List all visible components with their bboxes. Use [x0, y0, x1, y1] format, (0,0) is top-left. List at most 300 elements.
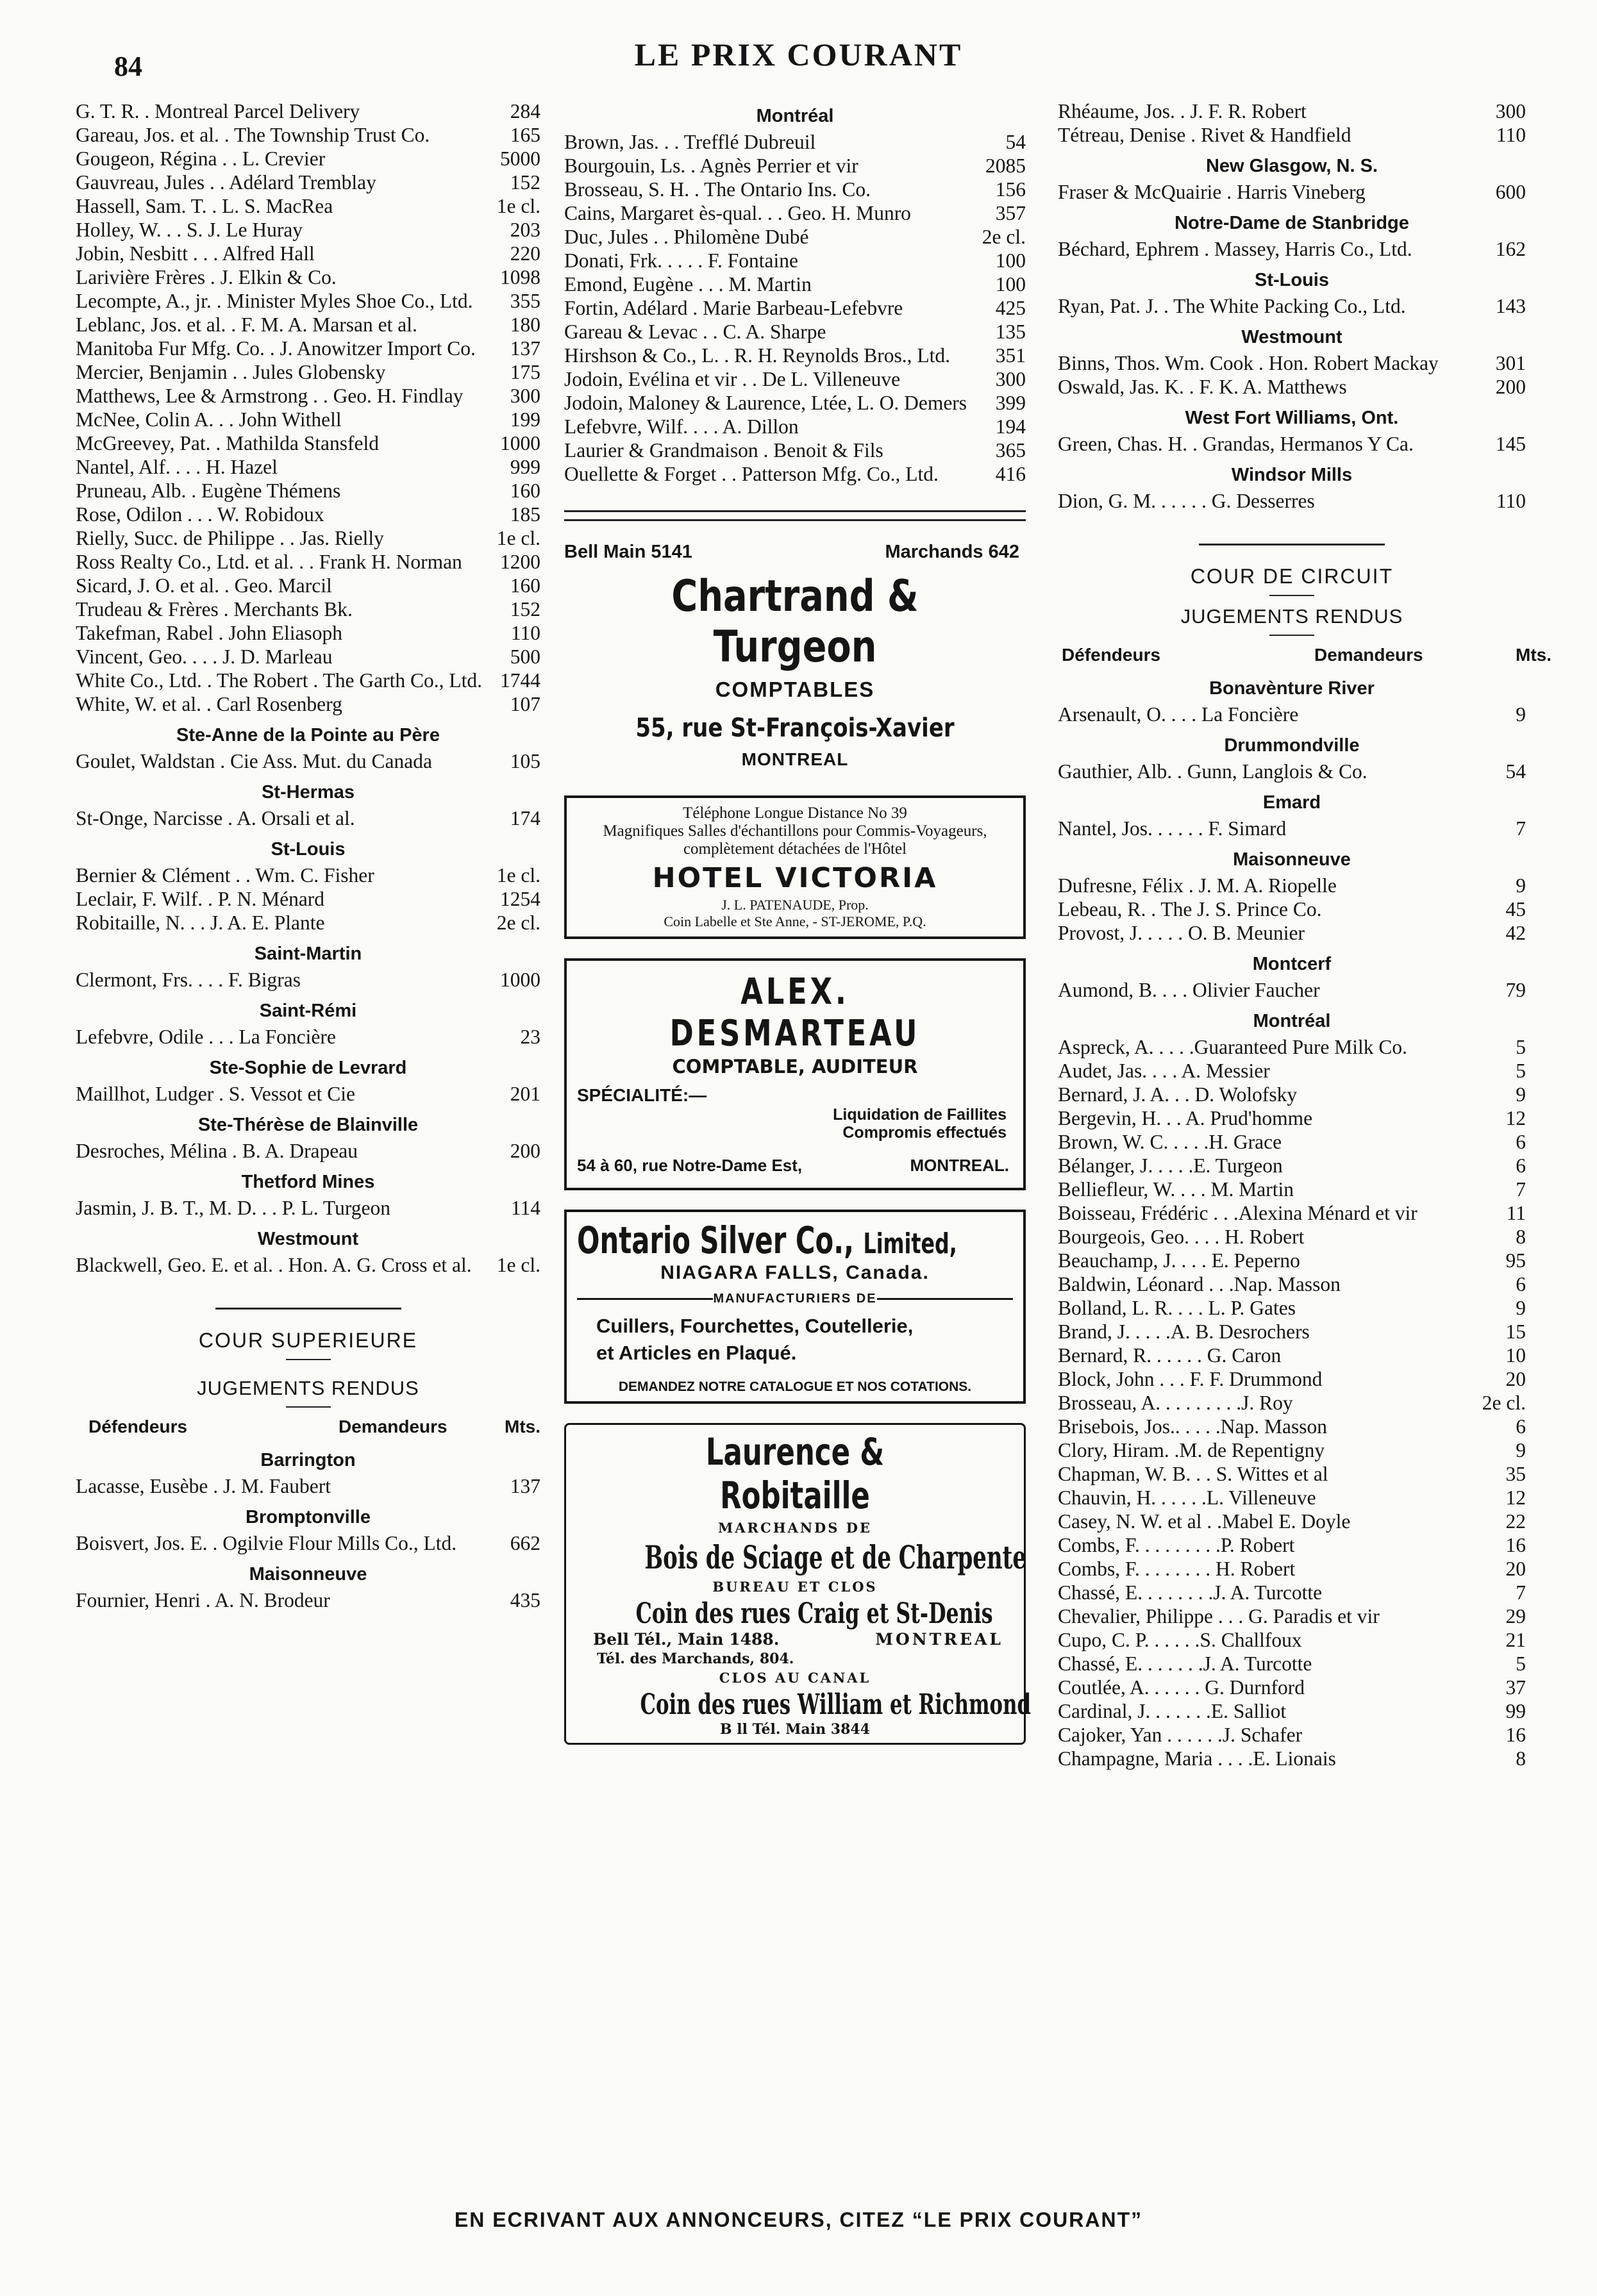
firm-name: Chartrand & Turgeon [671, 571, 919, 672]
entry-parties: Combs, F. . . . . . . . H. Robert [1058, 1558, 1296, 1580]
entry-parties: Hirshson & Co., L. . R. H. Reynolds Bros., Ltd. [564, 344, 951, 367]
entry-amount: 54 [1505, 760, 1526, 783]
entry-parties: Pruneau, Alb. . Eugène Thémens [76, 479, 341, 502]
list-item [1058, 1296, 1526, 1320]
list-item [1058, 1533, 1526, 1557]
entry-amount: 110 [1496, 490, 1526, 512]
list-item [76, 621, 540, 645]
page-number: 84 [114, 51, 142, 82]
entry-amount: 9 [1516, 703, 1526, 726]
entry-amount: 284 [510, 100, 540, 122]
list-item [76, 431, 540, 455]
list-item [1058, 1391, 1526, 1415]
list-item [1058, 1723, 1526, 1747]
entry-amount: 12 [1505, 1486, 1526, 1509]
entry-amount: 145 [1495, 433, 1526, 455]
entry-amount: 365 [995, 439, 1026, 462]
entry-parties: White Co., Ltd. . The Robert . The Garth Co., Ltd. [76, 669, 482, 692]
entry-amount: 600 [1495, 181, 1526, 203]
list-item [1058, 489, 1526, 513]
entry-amount: 301 [1495, 352, 1526, 374]
column-middle [564, 99, 1032, 1745]
entry-amount: 200 [510, 1140, 540, 1162]
list-item [76, 749, 540, 773]
entry-parties: Brown, Jas. . . Trefflé Dubreuil [564, 131, 816, 153]
hotel-name: HOTEL VICTORIA [652, 862, 938, 894]
locality-heading: Maisonneuve [1233, 849, 1351, 870]
list-item [76, 806, 540, 830]
phone-number: Bell Tél., Main 1488. [593, 1630, 780, 1649]
entry-amount: 143 [1495, 295, 1526, 317]
entry-parties: Bolland, L. R. . . . L. P. Gates [1058, 1297, 1296, 1319]
header-defendants: Défendeurs [1062, 645, 1161, 665]
entry-parties: Tétreau, Denise . Rivet & Handfield [1058, 124, 1351, 146]
list-item [564, 201, 1026, 225]
list-item [76, 550, 540, 574]
ad-line: Téléphone Longue Distance No 39 [683, 804, 907, 822]
entry-parties: Lacasse, Eusèbe . J. M. Faubert [76, 1475, 331, 1497]
entry-parties: Jobin, Nesbitt . . . Alfred Hall [76, 242, 315, 265]
entry-amount: 79 [1505, 979, 1526, 1001]
entry-amount: 300 [995, 368, 1026, 390]
entry-amount: 37 [1505, 1676, 1526, 1699]
entry-amount: 160 [510, 479, 540, 502]
entry-amount: 1254 [500, 888, 540, 910]
list-item [76, 1139, 540, 1163]
locality-sections [1058, 677, 1526, 1770]
entry-amount: 114 [510, 1197, 540, 1219]
entry-amount: 105 [510, 750, 540, 772]
list-item [1058, 1367, 1526, 1391]
list-item [76, 692, 540, 716]
office-label: BUREAU ET CLOS [712, 1579, 878, 1595]
list-item [1058, 817, 1526, 840]
list-item [1058, 703, 1526, 726]
list-item [1058, 1415, 1526, 1438]
entry-amount: 1098 [500, 266, 540, 288]
list-item [564, 249, 1026, 272]
product-line: et Articles en Plaqué. [596, 1342, 797, 1364]
products: Bois de Sciage et de Charpente [644, 1538, 1027, 1576]
entry-amount: 300 [510, 385, 540, 407]
list-item [1058, 1652, 1526, 1676]
list-item [1058, 294, 1526, 318]
list-item [76, 1082, 540, 1106]
locality-heading: Saint-Martin [254, 944, 362, 964]
entry-amount: 29 [1505, 1605, 1526, 1627]
list-item [76, 455, 540, 479]
entry-amount: 135 [995, 320, 1026, 343]
header-amount: Mts. [505, 1417, 540, 1436]
entry-parties: Bernier & Clément . . Wm. C. Fisher [76, 864, 374, 886]
entry-parties: Duc, Jules . . Philomène Dubé [564, 226, 809, 248]
entry-parties: Oswald, Jas. K. . F. K. A. Matthews [1058, 376, 1347, 398]
entry-parties: Clory, Hiram. .M. de Repentigny [1058, 1439, 1325, 1461]
locality-heading: Saint-Rémi [259, 1001, 357, 1021]
entry-parties: Takefman, Rabel . John Eliasoph [76, 622, 342, 644]
entry-amount: 11 [1506, 1202, 1526, 1224]
list-item [1058, 1059, 1526, 1083]
list-item [1058, 1557, 1526, 1581]
list-item [564, 225, 1026, 249]
list-item [76, 337, 540, 360]
list-item [76, 1253, 540, 1277]
company-name: Ontario Silver Co., [577, 1219, 854, 1262]
entry-amount: 12 [1505, 1107, 1526, 1129]
entry-parties: Vincent, Geo. . . . J. D. Marleau [76, 645, 333, 668]
entry-parties: Leclair, F. Wilf. . P. N. Ménard [76, 888, 325, 910]
entry-parties: Gareau, Jos. et al. . The Township Trust Co. [76, 124, 430, 146]
entry-parties: Ryan, Pat. J. . The White Packing Co., Ltd. [1058, 295, 1406, 317]
list-item [1058, 1083, 1526, 1106]
entry-amount: 8 [1516, 1747, 1526, 1770]
firm-name: ALEX. DESMARTEAU [669, 971, 921, 1054]
locality-heading: Westmount [257, 1229, 359, 1249]
judgments-heading: JUGEMENTS RENDUS [197, 1377, 419, 1399]
entry-parties: Matthews, Lee & Armstrong . . Geo. H. Findlay [76, 385, 464, 407]
entry-parties: Brosseau, A. . . . . . . . .J. Roy [1058, 1392, 1293, 1414]
list-item [1058, 1747, 1526, 1770]
list-item [564, 462, 1026, 486]
entry-amount: 199 [510, 408, 540, 431]
entry-parties: Chauvin, H. . . . . .L. Villeneuve [1058, 1486, 1316, 1509]
entry-parties: Lecompte, A., jr. . Minister Myles Shoe Co., Ltd. [76, 290, 473, 312]
list-item [76, 123, 540, 147]
list-item [1058, 1462, 1526, 1486]
entry-amount: 6 [1516, 1273, 1526, 1295]
entry-amount: 9 [1516, 874, 1526, 897]
court-heading: COUR SUPERIEURE [198, 1329, 418, 1352]
entry-amount: 355 [510, 290, 540, 312]
table-header [1058, 645, 1551, 669]
entry-parties: Nantel, Alf. . . . H. Hazel [76, 456, 278, 478]
locality-heading: Windsor Mills [1231, 465, 1353, 485]
entry-parties: Ross Realty Co., Ltd. et al. . . Frank H. Norman [76, 551, 462, 573]
list-item [1058, 1249, 1526, 1272]
merchants-phone: Tél. des Marchands, 804. [597, 1651, 794, 1667]
firm-city: MONTREAL [741, 749, 849, 769]
company-location: NIAGARA FALLS, Canada. [660, 1262, 930, 1283]
manufacturers-label: MANUFACTURIERS DE [713, 1292, 877, 1306]
list-item [1058, 1225, 1526, 1249]
header-defendants: Défendeurs [88, 1417, 188, 1436]
entry-parties: Clermont, Frs. . . . F. Bigras [76, 969, 301, 991]
list-item [564, 178, 1026, 201]
entry-parties: Chassé, E. . . . . . .J. A. Turcotte [1058, 1652, 1312, 1675]
locality-heading: Ste-Sophie de Levrard [209, 1058, 407, 1078]
list-item [564, 391, 1026, 415]
list-item [1058, 237, 1526, 261]
entry-amount: 10 [1505, 1344, 1526, 1367]
entry-amount: 180 [510, 313, 540, 336]
locality-heading: Ste-Thérèse de Blainville [197, 1115, 419, 1135]
entry-parties: Bourgeois, Geo. . . . H. Robert [1058, 1226, 1305, 1248]
yard-phone: B ll Tél. Main 3844 [720, 1721, 870, 1738]
entry-amount: 45 [1505, 898, 1526, 920]
entry-amount: 1000 [500, 969, 540, 991]
entry-parties: Maillhot, Ludger . S. Vessot et Cie [76, 1083, 356, 1105]
locality-heading: New Glasgow, N. S. [1205, 156, 1378, 176]
entry-amount: 42 [1505, 922, 1526, 944]
entry-amount: 2e cl. [982, 226, 1026, 248]
list-item [76, 408, 540, 431]
entry-amount: 7 [1516, 817, 1526, 840]
entry-parties: Gauthier, Alb. . Gunn, Langlois & Co. [1058, 760, 1367, 783]
entry-amount: 8 [1516, 1226, 1526, 1248]
list-item [1058, 1486, 1526, 1510]
entry-parties: Bourgouin, Ls. . Agnès Perrier et vir [564, 154, 858, 177]
locality-heading: Montréal [756, 106, 834, 126]
list-item [564, 415, 1026, 438]
entry-parties: Mercier, Benjamin . . Jules Globensky [76, 361, 386, 383]
entry-parties: Dion, G. M. . . . . . G. Desserres [1058, 490, 1315, 512]
entry-parties: Aspreck, A. . . . .Guaranteed Pure Milk Co. [1058, 1036, 1408, 1058]
locality-heading: Maisonneuve [249, 1564, 367, 1585]
entry-parties: Chassé, E. . . . . . . .J. A. Turcotte [1058, 1581, 1323, 1604]
list-item [1058, 897, 1526, 921]
entry-parties: Cardinal, J. . . . . . .E. Salliot [1058, 1700, 1287, 1722]
locality-sections [1058, 154, 1526, 513]
list-item [76, 887, 540, 911]
entries-list [1058, 99, 1526, 147]
list-item [1058, 99, 1526, 123]
entry-amount: 2e cl. [1482, 1392, 1526, 1414]
entry-parties: Ouellette & Forget . . Patterson Mfg. Co., Ltd. [564, 463, 939, 485]
list-item [76, 968, 540, 992]
divider [286, 1359, 331, 1360]
page-footer: EN ECRIVANT AUX ANNONCEURS, CITEZ “LE PRIX COURANT” [454, 2208, 1143, 2231]
list-item [76, 669, 540, 692]
firm-name: Laurence & Robitaille [705, 1430, 885, 1517]
entry-parties: Holley, W. . . S. J. Le Huray [76, 219, 303, 241]
entry-parties: Lefebvre, Wilf. . . . A. Dillon [564, 415, 799, 438]
entry-parties: Cajoker, Yan . . . . . .J. Schafer [1058, 1724, 1303, 1746]
entry-parties: Lefebvre, Odile . . . La Foncière [76, 1026, 336, 1048]
entry-amount: 1e cl. [496, 527, 540, 549]
entry-amount: 110 [510, 622, 540, 644]
list-item [76, 171, 540, 194]
list-item [1058, 1272, 1526, 1296]
entry-amount: 300 [1495, 100, 1526, 122]
entry-amount: 6 [1516, 1131, 1526, 1153]
entry-parties: Casey, N. W. et al . .Mabel E. Doyle [1058, 1510, 1351, 1533]
ad-ontario-silver [564, 1210, 1026, 1404]
entry-amount: 160 [510, 574, 540, 597]
list-item [1058, 874, 1526, 897]
entry-amount: 175 [510, 361, 540, 383]
entry-parties: Fraser & McQuairie . Harris Vineberg [1058, 181, 1366, 203]
entry-amount: 1e cl. [496, 1254, 540, 1276]
entry-parties: Emond, Eugène . . . M. Martin [564, 273, 812, 295]
list-item [1058, 1320, 1526, 1343]
yard-label: CLOS AU CANAL [719, 1670, 871, 1686]
entry-amount: 435 [510, 1589, 540, 1611]
list-item [76, 574, 540, 597]
entry-parties: G. T. R. . Montreal Parcel Delivery [76, 100, 360, 122]
double-divider [564, 510, 1026, 521]
entry-parties: Gauvreau, Jules . . Adélard Tremblay [76, 171, 376, 194]
entry-amount: 95 [1505, 1249, 1526, 1272]
column-right [1058, 99, 1551, 1770]
ad-hotel-victoria [564, 795, 1026, 939]
entry-parties: Provost, J. . . . . O. B. Meunier [1058, 922, 1305, 944]
entry-parties: Donati, Frk. . . . . F. Fontaine [564, 249, 798, 272]
entry-amount: 174 [510, 807, 540, 829]
entry-parties: Brosseau, S. H. . The Ontario Ins. Co. [564, 178, 871, 201]
locality-heading: Bromptonville [246, 1507, 371, 1527]
list-item [1058, 1130, 1526, 1154]
ad-laurence-robitaille [564, 1423, 1032, 1745]
entry-parties: Combs, F. . . . . . . . .P. Robert [1058, 1534, 1295, 1556]
locality-heading: St-Hermas [261, 782, 355, 803]
entry-parties: St-Onge, Narcisse . A. Orsali et al. [76, 807, 355, 829]
list-item [76, 479, 540, 503]
yard-address: Coin des rues William et Richmond [640, 1688, 1032, 1721]
entry-amount: 9 [1516, 1439, 1526, 1461]
entry-parties: Brown, W. C. . . . .H. Grace [1058, 1131, 1282, 1153]
entry-amount: 15 [1505, 1320, 1526, 1343]
list-item [1058, 1581, 1526, 1604]
list-item [76, 360, 540, 384]
entry-parties: Coutlée, A. . . . . . G. Durnford [1058, 1676, 1305, 1699]
entry-parties: Fortin, Adélard . Marie Barbeau-Lefebvre [564, 297, 903, 319]
entry-amount: 7 [1516, 1178, 1526, 1201]
page-title: LE PRIX COURANT [634, 37, 963, 72]
locality-heading: Bonavènture River [1209, 678, 1375, 699]
specialty-line: Compromis effectués [842, 1124, 1007, 1142]
entry-parties: Bernard, J. A. . . D. Wolofsky [1058, 1083, 1298, 1106]
list-item [1058, 180, 1526, 204]
entry-parties: Aumond, B. . . . Olivier Faucher [1058, 979, 1320, 1001]
entry-amount: 16 [1505, 1534, 1526, 1556]
list-item [76, 597, 540, 621]
hotel-proprietor: J. L. PATENAUDE, Prop. [721, 897, 869, 913]
list-item [76, 526, 540, 550]
header-plaintiffs: Demandeurs [1314, 645, 1423, 665]
list-item [76, 194, 540, 218]
list-item [1058, 1604, 1526, 1628]
divider [1199, 544, 1385, 545]
locality-heading: Notre-Dame de Stanbridge [1175, 213, 1409, 233]
entry-parties: Brand, J. . . . .A. B. Desrochers [1058, 1320, 1310, 1343]
locality-sections [76, 1449, 540, 1612]
entry-amount: 23 [520, 1026, 540, 1048]
locality-heading: West Fort Williams, Ont. [1185, 408, 1399, 428]
firm-profession: COMPTABLES [715, 678, 875, 701]
list-item [1058, 1510, 1526, 1533]
entry-parties: Dufresne, Félix . J. M. A. Riopelle [1058, 874, 1337, 897]
entry-parties: Belliefleur, W. . . . M. Martin [1058, 1178, 1294, 1201]
list-item [76, 911, 540, 935]
entry-amount: 107 [510, 693, 540, 715]
entry-amount: 357 [995, 202, 1026, 224]
entry-amount: 2085 [985, 154, 1026, 177]
entry-amount: 100 [995, 273, 1026, 295]
entry-parties: White, W. et al. . Carl Rosenberg [76, 693, 342, 715]
list-item [76, 384, 540, 408]
entry-parties: Champagne, Maria . . . .E. Lionais [1058, 1747, 1336, 1770]
list-item [1058, 1343, 1526, 1367]
list-item [76, 1531, 540, 1555]
product-line: Cuillers, Fourchettes, Coutellerie, [596, 1315, 914, 1337]
firm-profession: COMPTABLE, AUDITEUR [672, 1056, 918, 1077]
list-item [564, 367, 1026, 391]
entry-parties: Blackwell, Geo. E. et al. . Hon. A. G. Cross et al. [76, 1254, 472, 1276]
entry-amount: 165 [510, 124, 540, 146]
entry-amount: 6 [1516, 1154, 1526, 1177]
entry-parties: Bernard, R. . . . . . G. Caron [1058, 1344, 1282, 1367]
specialty-label: SPÉCIALITÉ:— [577, 1085, 707, 1105]
entry-amount: 1e cl. [496, 864, 540, 886]
locality-heading: Barrington [260, 1450, 356, 1470]
divider [1269, 635, 1314, 636]
list-item [1058, 375, 1526, 399]
entry-amount: 9 [1516, 1083, 1526, 1106]
table-header [76, 1417, 540, 1441]
entry-amount: 156 [995, 178, 1026, 201]
entry-parties: Rielly, Succ. de Philippe . . Jas. Rielly [76, 527, 384, 549]
divider [286, 1406, 331, 1408]
entry-parties: Goulet, Waldstan . Cie Ass. Mut. du Canada [76, 750, 432, 772]
entry-parties: Hassell, Sam. T. . L. S. MacRea [76, 195, 333, 217]
office-address: Coin des rues Craig et St-Denis [635, 1597, 993, 1630]
list-item [76, 1025, 540, 1049]
list-item [1058, 351, 1526, 375]
entry-amount: 16 [1505, 1724, 1526, 1746]
entry-amount: 99 [1505, 1700, 1526, 1722]
entry-amount: 5 [1516, 1036, 1526, 1058]
entry-amount: 152 [510, 598, 540, 620]
header-amount: Mts. [1516, 645, 1551, 665]
firm-address: 55, rue St-François-Xavier [635, 713, 955, 743]
hotel-location: Coin Labelle et Ste Anne, - ST-JEROME, P.Q. [664, 913, 926, 929]
list-item [1058, 123, 1526, 147]
list-item [1058, 432, 1526, 456]
entry-parties: Binns, Thos. Wm. Cook . Hon. Robert Mackay [1058, 352, 1439, 374]
entry-parties: Manitoba Fur Mfg. Co. . J. Anowitzer Import Co. [76, 337, 476, 360]
entry-amount: 22 [1505, 1510, 1526, 1533]
entry-amount: 185 [510, 503, 540, 526]
entry-parties: Gougeon, Régina . . L. Crevier [76, 147, 326, 170]
list-item [1058, 978, 1526, 1002]
list-item [1058, 1035, 1526, 1059]
list-item [76, 1588, 540, 1612]
entry-parties: Sicard, J. O. et al. . Geo. Marcil [76, 574, 332, 597]
entry-parties: Boisseau, Frédéric . . .Alexina Ménard et vir [1058, 1202, 1417, 1224]
entry-amount: 1200 [500, 551, 540, 573]
locality-heading: Westmount [1241, 327, 1342, 347]
ad-line: Magnifiques Salles d'échantillons pour Commis-Voyageurs, complètement détachées de l'Hôtel [603, 822, 987, 858]
list-item [76, 1196, 540, 1220]
entry-parties: Robitaille, N. . . J. A. E. Plante [76, 911, 325, 934]
entry-amount: 5000 [500, 147, 540, 170]
locality-heading: Thetford Mines [241, 1172, 375, 1192]
entry-parties: Leblanc, Jos. et al. . F. M. A. Marsan et al. [76, 313, 417, 336]
list-item [1058, 1699, 1526, 1723]
entry-parties: McGreevey, Pat. . Mathilda Stansfeld [76, 432, 379, 454]
entry-parties: Jodoin, Maloney & Laurence, Ltée, L. O. Demers [564, 392, 967, 414]
locality-heading: Montréal [1253, 1011, 1331, 1031]
catalogue-request: DEMANDEZ NOTRE CATALOGUE ET NOS COTATIONS. [618, 1379, 972, 1394]
entries-list [76, 99, 540, 716]
entry-amount: 20 [1505, 1558, 1526, 1580]
entry-amount: 220 [510, 242, 540, 265]
entry-parties: Cains, Margaret ès-qual. . . Geo. H. Munro [564, 202, 911, 224]
list-item [76, 242, 540, 265]
list-item [76, 218, 540, 242]
entry-amount: 662 [510, 1532, 540, 1554]
entry-amount: 162 [1495, 238, 1526, 260]
